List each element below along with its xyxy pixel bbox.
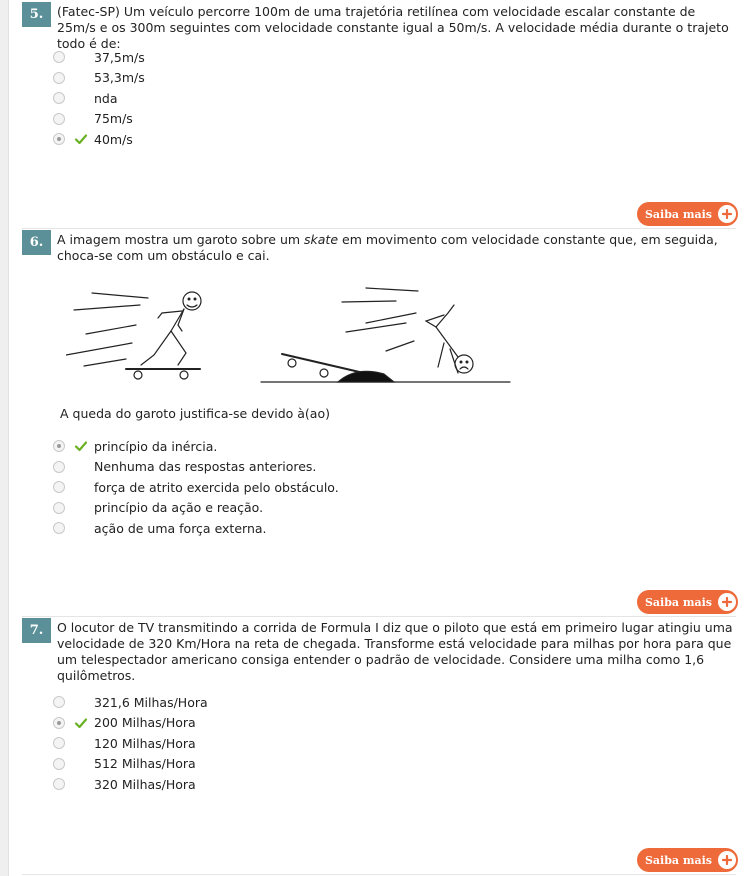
options-list [53,436,339,539]
option-label: 75m/s [94,111,133,127]
option-2[interactable] [53,457,339,478]
option-label: força de atrito exercida pelo obstáculo. [94,479,339,495]
options-list [53,692,208,795]
option-1[interactable] [53,692,208,713]
radio-button[interactable] [53,51,65,63]
option-2[interactable] [53,68,145,89]
saiba-mais-button[interactable] [637,590,738,614]
option-3[interactable] [53,477,339,498]
question-number: 5. [22,2,51,27]
divider [22,228,736,229]
divider [22,874,736,875]
option-label: Nenhuma das respostas anteriores. [94,459,317,475]
option-label: 37,5m/s [94,49,145,65]
option-5[interactable] [53,129,145,150]
saiba-mais-label: Saiba mais [644,595,712,609]
option-4[interactable] [53,498,339,519]
question-subtext: A queda do garoto justifica-se devido à(ao) [60,406,330,421]
option-label: princípio da inércia. [94,438,218,454]
radio-button-selected[interactable] [53,717,65,729]
option-label: 53,3m/s [94,70,145,86]
radio-button[interactable] [53,113,65,125]
option-3[interactable] [53,733,208,754]
option-label: ação de uma força externa. [94,520,267,536]
checkmark-icon [74,133,88,145]
radio-button-selected[interactable] [53,440,65,452]
radio-button[interactable] [53,92,65,104]
saiba-mais-button[interactable] [637,848,738,872]
skate-illustration [66,283,512,387]
checkmark-icon [74,440,88,452]
radio-button[interactable] [53,522,65,534]
plus-icon [718,205,736,223]
question-text: A imagem mostra um garoto sobre um skate em movimento com velocidade constante que, em seguida, choca-se com um obstáculo e cai. [57,232,718,263]
saiba-mais-label: Saiba mais [644,853,712,867]
option-label: 321,6 Milhas/Hora [94,694,208,710]
option-3[interactable] [53,88,145,109]
question-number: 6. [22,230,51,255]
checkmark-icon [74,717,88,729]
question-text: O locutor de TV transmitindo a corrida de Formula I diz que o piloto que está em primeiro lugar atingiu uma velocidade de 320 Km/Hora na reta de chegada. Transforme está velocidade para milhas por hora para que um telespectador americano consiga entender o padrão de velocidade. Considere uma milha como 1,6 quilômetros. [57,620,733,683]
question-text: (Fatec-SP) Um veículo percorre 100m de uma trajetória retilínea com velocidade escalar constante de 25m/s e os 300m seguintes com velocidade constante igual a 50m/s. A velocidade média durante o trajeto todo é de: [57,4,729,51]
option-4[interactable] [53,109,145,130]
question-number: 7. [22,618,51,643]
option-4[interactable] [53,754,208,775]
saiba-mais-label: Saiba mais [644,207,712,221]
option-1[interactable] [53,47,145,68]
divider [22,616,736,617]
option-label: 320 Milhas/Hora [94,776,196,792]
plus-icon [718,851,736,869]
options-list [53,47,145,150]
option-5[interactable] [53,774,208,795]
radio-button-selected[interactable] [53,133,65,145]
left-border [0,0,9,876]
radio-button[interactable] [53,737,65,749]
option-label: 200 Milhas/Hora [94,715,196,731]
option-label: 120 Milhas/Hora [94,735,196,751]
radio-button[interactable] [53,461,65,473]
option-label: princípio da ação e reação. [94,500,264,516]
option-2[interactable] [53,713,208,734]
radio-button[interactable] [53,72,65,84]
radio-button[interactable] [53,481,65,493]
radio-button[interactable] [53,696,65,708]
option-1[interactable] [53,436,339,457]
option-label: 40m/s [94,131,133,147]
radio-button[interactable] [53,502,65,514]
saiba-mais-button[interactable] [637,202,738,226]
plus-icon [718,593,736,611]
option-5[interactable] [53,518,339,539]
option-label: 512 Milhas/Hora [94,756,196,772]
radio-button[interactable] [53,758,65,770]
radio-button[interactable] [53,778,65,790]
option-label: nda [94,90,118,106]
